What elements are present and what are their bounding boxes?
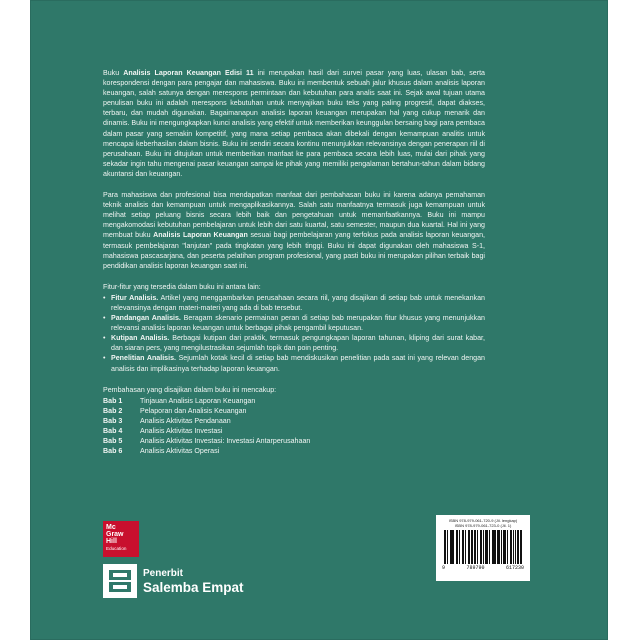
feature-item: [103, 333, 485, 353]
chapter-row: [103, 416, 485, 426]
chapter-number: Bab 3: [103, 416, 123, 425]
barcode-stripe: [475, 530, 476, 564]
chapter-title: Analisis Aktivitas Investasi: [140, 427, 223, 435]
barcode-stripe: [513, 530, 514, 564]
chapter-number: Bab 5: [103, 437, 123, 446]
chapter-number: Bab 4: [103, 427, 123, 435]
mcgraw-hill-logo: [103, 521, 139, 557]
barcode-digit-group: 789790: [466, 565, 485, 571]
feature-item: [103, 293, 485, 313]
barcode-stripe: [486, 530, 488, 564]
feature-desc: Berbagai kutipan dari praktik, termasuk pengungkapan laporan tahunan, kliping dari surat kabar, dan siaran pers, yang mengilustrasikan sejumlah topik dan poin penting.: [111, 334, 485, 353]
chapter-row: [103, 406, 485, 416]
salemba-empat-publisher: [103, 564, 244, 598]
feature-item: [103, 313, 485, 333]
publisher-label: Penerbit: [143, 567, 184, 579]
barcode-stripe: [504, 530, 506, 564]
barcode-stripe: [520, 530, 521, 564]
feature-desc: Artikel yang menggambarkan perusahaan secara riil, yang disajikan di setiap bab untuk menekankan relevansinya dengan materi-materi yang ada di bab tersebut.: [111, 293, 485, 312]
benefit-book-name: Analisis Laporan Keuangan: [153, 231, 248, 240]
barcode-digit-group: 9: [442, 565, 446, 571]
barcode-stripe: [511, 530, 512, 564]
logo-line: Graw: [106, 531, 124, 539]
chapter-row: [103, 436, 485, 446]
barcode-stripe: [493, 530, 494, 564]
chapter-title: Analisis Aktivitas Pendanaan: [140, 416, 231, 425]
barcode-bars: [444, 530, 522, 564]
barcode-stripe: [447, 530, 448, 564]
isbn-volume: ISBN 978-979-061-723-0 (Jil. 1): [454, 523, 512, 528]
benefit-text-1: Para mahasiswa dan profesional bisa mendapatkan manfaat dari pembahasan buku ini karena adanya pemahaman teknik analisis dan kemampuan untuk mengaplikasikannya. Salah satu manfaatnya termasuk juga kemampuan untuk melihat setiap peluang bisnis secara lebih baik dan pengetahuan untuk memanfaatkannya. Buku ini mampu mengakomodasi kebutuhan pembelajaran untuk lebih dari satu kuartal, satu semester, maupun dua kuartal. Hal ini yang membuat buku: [103, 191, 485, 240]
barcode-digits: [442, 565, 524, 571]
isbn-full-set: ISBN 978-979-061-720-9 (Jil. lengkap): [448, 518, 518, 523]
barcode-stripe: [518, 530, 519, 564]
barcode-stripe: [481, 530, 482, 564]
barcode-stripe: [483, 530, 484, 564]
barcode-stripe: [489, 530, 490, 564]
feature-name: Penelitian Analisis.: [111, 354, 176, 363]
feature-desc: Beragam skenario permainan peran di setiap bab merupakan fitur khusus yang menunjukkan relevansi analisis laporan keuangan untuk berbagai pihak pengambil keputusan.: [111, 314, 485, 333]
barcode-stripe: [459, 530, 460, 564]
intro-body: ini merupakan hasil dari survei pasar yang luas, ulasan bab, serta korespondensi dengan para pengajar dan mahasiswa. Buku ini membentuk sebuah jalur khusus dalam analisis laporan keuangan, salah satunya dengan merespons permintaan dan kebutuhan para analis saat ini. Sejak awal tujuan utama penulisan buku ini adalah merespons kebutuhan untuk menyajikan buku teks yang paling progresif, dapat diakses, terbaru, dan mudah digunakan. Bagaimanapun analisis laporan keuangan merupakan hal yang cukup menarik dan dinamis. Buku ini mengungkapkan kunci analisis yang efektif untuk memberikan keunggulan bersaing bagi para pembaca dalam pasar yang semakin kompetitif, yang mana setiap pembaca akan dibekali dengan kemampuan analitis untuk mencapai keberhasilan dalam bisnis. Buku ini sendiri secara kontinu menunjukkan relevansinya dengan penerapan riil di perusahaan. Buku ini ditujukan untuk memberikan manfaat ke para pembaca secara lebih luas, mulai dari pihak yang sekadar ingin tahu mengenai pasar keuangan sampai ke pihak yang memiliki pengalaman bertahun-tahun dalam bidang akuntansi dan keuangan.: [103, 69, 486, 178]
barcode-stripe: [452, 530, 454, 564]
publisher-name: [143, 568, 244, 595]
logo-line: Hill: [106, 538, 117, 546]
feature-name: Pandangan Analisis.: [111, 314, 181, 323]
barcode-digit-group: 617230: [505, 565, 524, 571]
barcode-stripe: [477, 530, 478, 564]
barcode-stripe: [451, 530, 452, 564]
barcode-stripe: [498, 530, 499, 564]
cover-text: [103, 68, 485, 456]
chapters-intro: Pembahasan yang disajikan dalam buku ini mencakup:: [103, 385, 277, 394]
feature-item: [103, 353, 485, 373]
intro-lead: Buku: [103, 69, 124, 77]
barcode-stripe: [501, 530, 502, 564]
benefit-paragraph: [103, 190, 485, 271]
chapter-title: Analisis Aktivitas Investasi: Investasi Antarperusahaan: [140, 437, 311, 446]
chapter-list: [103, 396, 485, 457]
chapter-number: Bab 6: [103, 447, 123, 456]
barcode-stripe: [469, 530, 470, 564]
chapter-title: Tinjauan Analisis Laporan Keuangan: [140, 396, 256, 405]
feature-desc: Sejumlah kotak kecil di setiap bab mendiskusikan penelitian pada saat ini yang relevan dengan analisis dan implikasinya terhadap laporan keuangan.: [111, 354, 485, 373]
chapter-row: [103, 426, 485, 436]
salemba-logo-icon: [103, 564, 137, 598]
barcode-stripe: [471, 530, 473, 564]
book-title: Analisis Laporan Keuangan Edisi 11: [123, 69, 254, 77]
barcode-stripe: [463, 530, 464, 564]
features-intro: Fitur-fitur yang tersedia dalam buku ini antara lain:: [103, 282, 261, 291]
chapter-number: Bab 1: [103, 396, 123, 405]
barcode-stripe: [465, 530, 466, 564]
barcode-stripe: [457, 530, 458, 564]
barcode-stripe: [507, 530, 508, 564]
barcode-stripe: [494, 530, 495, 564]
logo-line: Mc: [106, 524, 116, 531]
feature-name: Fitur Analisis.: [111, 293, 159, 302]
publisher-title: Salemba Empat: [143, 579, 244, 595]
chapter-row: [103, 446, 485, 456]
feature-name: Kutipan Analisis.: [111, 334, 170, 343]
barcode-stripe: [445, 530, 446, 564]
chapter-title: Pelaporan dan Analisis Keuangan: [140, 406, 247, 415]
chapter-title: Analisis Aktivitas Operasi: [140, 447, 220, 456]
isbn-barcode: [436, 515, 530, 581]
chapter-number: Bab 2: [103, 406, 123, 415]
benefit-text-2: sesuai bagi pembelajaran yang terfokus pada analisis laporan keuangan, termasuk pembelajaran "lanjutan" pada tingkatan yang lebih tinggi. Buku ini dapat digunakan oleh mahasiswa S-1, mahasiswa pascasarjana, dan peserta pelatihan program profesional, yang pasti buku ini merupakan pilihan terbaik bagi pendidikan analisis laporan keuangan saat ini.: [103, 231, 485, 270]
barcode-stripe: [517, 530, 518, 564]
chapter-row: [103, 396, 485, 406]
features-list: [103, 293, 485, 374]
logo-line: Education: [106, 545, 127, 551]
intro-paragraph: [103, 68, 485, 179]
